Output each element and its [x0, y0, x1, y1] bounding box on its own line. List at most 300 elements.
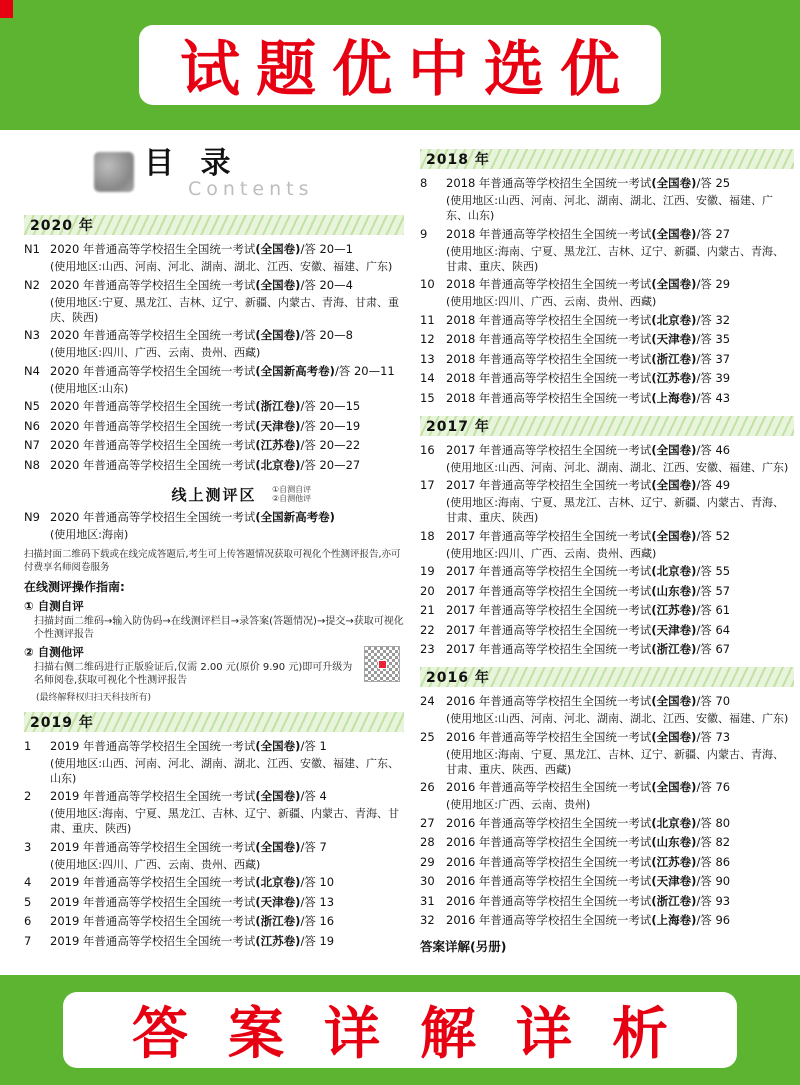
entry-paper: (全国卷)	[255, 789, 301, 803]
entry-title-line	[446, 477, 794, 494]
entry-title-line	[446, 873, 794, 890]
entry-paper: (全国卷)	[651, 176, 697, 190]
entry-title: 2018 年普通高等学校招生全国统一考试	[446, 371, 652, 385]
toc-titles	[144, 148, 313, 200]
entry-title: 2016 年普通高等学校招生全国统一考试	[446, 694, 652, 708]
entry-paper: (江苏卷)	[651, 854, 697, 869]
entry-paper: (山东卷)	[651, 583, 697, 598]
entry-paper: (北京卷)	[255, 875, 301, 889]
entry-number: 6	[24, 914, 32, 928]
entry-number: N3	[24, 328, 40, 342]
entry-regions: (使用地区:四川、广西、云南、贵州、西藏)	[50, 857, 261, 871]
entry-title-line	[446, 729, 794, 746]
entry-paper: (全国卷)	[255, 328, 301, 342]
contents-area	[0, 130, 800, 975]
entry-title: 2020 年普通高等学校招生全国统一考试	[50, 277, 256, 292]
entry-number: 24	[420, 694, 435, 708]
entry-paper: (全国卷)	[255, 242, 301, 256]
entry-title-line	[50, 788, 404, 805]
entry-paper: (全国卷)	[255, 277, 301, 292]
toc-entry	[24, 457, 404, 474]
right-column	[420, 140, 794, 975]
entry-page-ref: /答 20—11	[334, 363, 395, 378]
entry-title: 2018 年普通高等学校招生全国统一考试	[446, 312, 652, 327]
entry-title-line	[446, 815, 794, 832]
entry-page-ref: /答 27	[696, 226, 731, 241]
toc-entry	[420, 226, 794, 243]
entry-paper: (山东卷)	[651, 835, 697, 849]
entry-page-ref: /答 61	[696, 603, 731, 617]
entry-paper: (浙江卷)	[651, 642, 697, 656]
year-label: 2019 年	[30, 714, 94, 731]
entry-title: 2018 年普通高等学校招生全国统一考试	[446, 226, 652, 241]
entry-title: 2016 年普通高等学校招生全国统一考试	[446, 893, 652, 908]
entry-title: 2020 年普通高等学校招生全国统一考试	[50, 509, 256, 524]
entry-title-line	[446, 779, 794, 796]
entry-regions: (使用地区:四川、广西、云南、贵州、西藏)	[446, 295, 657, 308]
entry-number: 17	[420, 478, 435, 492]
entry-page-ref: /答 64	[696, 622, 731, 637]
entry-paper: (天津卷)	[255, 418, 301, 433]
entry-number: 32	[420, 913, 435, 927]
toc-entry	[420, 390, 794, 407]
entry-title: 2019 年普通高等学校招生全国统一考试	[50, 933, 256, 948]
entry-title: 2019 年普通高等学校招生全国统一考试	[50, 875, 256, 889]
entry-title-line	[50, 327, 404, 344]
entry-number: 21	[420, 603, 435, 617]
entry-page-ref: /答 19	[300, 933, 335, 948]
entry-title-line	[50, 363, 404, 380]
entry-number: 7	[24, 933, 32, 948]
toc-entry	[420, 641, 794, 658]
toc-entry	[420, 370, 794, 387]
entry-page-ref: /答 73	[696, 729, 731, 744]
entry-number: 15	[420, 390, 435, 405]
toc-entry	[24, 913, 404, 930]
toc-entry	[420, 331, 794, 348]
toc-entry	[24, 363, 404, 380]
entry-title-line	[446, 390, 794, 407]
entry-page-ref: /答 4	[300, 789, 327, 803]
entry-regions: (使用地区:海南、宁夏、黑龙江、吉林、辽宁、新疆、内蒙古、青海、甘肃、重庆、陕西)	[50, 807, 399, 835]
entry-title-line	[50, 839, 404, 856]
entry-title-line	[446, 602, 794, 619]
entry-title: 2017 年普通高等学校招生全国统一考试	[446, 478, 652, 492]
toc-entry	[420, 563, 794, 580]
entry-title-line	[50, 894, 404, 911]
toc-entry	[420, 834, 794, 851]
entry-paper: (全国卷)	[651, 478, 697, 492]
entry-number: 2	[24, 789, 32, 803]
entry-page-ref: /答 20—4	[300, 277, 353, 292]
entry-title: 2020 年普通高等学校招生全国统一考试	[50, 438, 256, 452]
toc-entry	[420, 351, 794, 368]
entry-regions: (使用地区:山东)	[50, 381, 129, 395]
bottom-banner-pill	[63, 992, 737, 1068]
toc-entry	[420, 815, 794, 832]
entry-title: 2020 年普通高等学校招生全国统一考试	[50, 418, 256, 433]
entry-paper: (江苏卷)	[255, 933, 301, 948]
entry-title-line	[446, 893, 794, 910]
entry-page-ref: /答 93	[696, 893, 731, 908]
toc-entry	[24, 418, 404, 435]
entry-regions: (使用地区:山西、河南、河北、湖南、湖北、江西、安徽、福建、广东)	[446, 460, 789, 474]
toc-entry	[420, 693, 794, 710]
entry-paper: (全国卷)	[651, 442, 697, 457]
entry-title-line	[446, 854, 794, 871]
year-section-2019	[24, 712, 404, 950]
entry-title-line	[446, 622, 794, 639]
entry-page-ref: /答 43	[696, 390, 731, 405]
entry-paper: (全国卷)	[255, 839, 301, 854]
entry-title: 2019 年普通高等学校招生全国统一考试	[50, 738, 256, 753]
online-zone-header	[24, 484, 404, 506]
entry-paper: (上海卷)	[651, 390, 697, 405]
entry-paper: (浙江卷)	[255, 914, 301, 928]
entry-page-ref: /答 20—27	[300, 457, 361, 472]
entry-paper: (上海卷)	[651, 913, 697, 927]
year-section-header	[420, 416, 794, 436]
year-section-header	[420, 667, 794, 687]
entry-page-ref: /答 7	[300, 839, 327, 854]
toc-entry	[420, 779, 794, 796]
entry-title: 2016 年普通高等学校招生全国统一考试	[446, 913, 652, 927]
toc-entry	[24, 327, 404, 344]
entry-number: 5	[24, 894, 32, 909]
entry-number: 11	[420, 312, 435, 327]
year-section-header	[420, 149, 794, 169]
entry-number: 3	[24, 839, 32, 854]
entry-title: 2016 年普通高等学校招生全国统一考试	[446, 835, 652, 849]
entry-paper: (全国卷)	[651, 780, 697, 794]
online-zone-title: 线上测评区	[171, 485, 257, 504]
entry-page-ref: /答 39	[696, 371, 731, 385]
answer-booklet-note: 答案详解(另册)	[420, 939, 507, 954]
entry-number: 14	[420, 371, 435, 385]
top-banner-title: 试题优中选优	[180, 35, 636, 105]
entry-title: 2019 年普通高等学校招生全国统一考试	[50, 894, 256, 909]
toc-entry	[24, 894, 404, 911]
entry-paper: (浙江卷)	[651, 893, 697, 908]
entry-page-ref: /答 29	[696, 277, 731, 291]
entry-number: N2	[24, 277, 40, 292]
toc-entry	[24, 788, 404, 805]
toc-entry	[420, 873, 794, 890]
entry-number: 26	[420, 780, 435, 794]
legal-footnote: (最终解释权归扫天科技所有)	[36, 692, 152, 703]
step-2-text: 扫描右侧二维码进行正版验证后,仅需 2.00 元(原价 9.90 元)即可升级为名师阅卷,获取可视化个性测评报告	[34, 661, 353, 686]
entry-title: 2017 年普通高等学校招生全国统一考试	[446, 442, 652, 457]
entry-title: 2018 年普通高等学校招生全国统一考试	[446, 176, 652, 190]
entry-title-line	[50, 933, 404, 950]
entry-page-ref: /答 67	[696, 642, 731, 656]
corner-decoration	[0, 0, 13, 18]
entry-number: 16	[420, 442, 435, 457]
entry-page-ref: /答 96	[696, 913, 731, 927]
side-note-self: ①自测自评	[272, 484, 312, 494]
entry-regions: (使用地区:四川、广西、云南、贵州、西藏)	[50, 346, 261, 359]
entry-regions: (使用地区:四川、广西、云南、贵州、西藏)	[446, 546, 657, 560]
entry-title-line	[446, 370, 794, 387]
entry-title-line	[446, 528, 794, 545]
entry-number: 23	[420, 642, 435, 656]
entry-number: N7	[24, 438, 40, 452]
entry-number: 29	[420, 854, 435, 869]
step-2-label: ② 自测他评	[24, 644, 84, 659]
entry-regions: (使用地区:山西、河南、河北、湖南、湖北、江西、安徽、福建、广东、山东)	[446, 194, 773, 222]
entry-paper: (全国卷)	[651, 694, 697, 708]
entry-number: N6	[24, 418, 40, 433]
year-section-2020	[24, 215, 404, 474]
toc-entry	[24, 398, 404, 415]
top-banner	[0, 0, 800, 130]
entry-title-line	[50, 277, 404, 294]
entry-title-line	[50, 437, 404, 454]
entry-page-ref: /答 20—1	[300, 242, 353, 256]
entry-title-line	[446, 442, 794, 459]
entry-title-line	[446, 693, 794, 710]
year-label: 2018 年	[426, 152, 490, 168]
entry-paper: (全国卷)	[651, 226, 697, 241]
entry-title-line	[446, 175, 794, 192]
step-1-text: 扫描封面二维码→输入防伪码→在线测评栏目→录答案(答题情况)→提交→获取可视化个性测评报告	[34, 615, 404, 640]
qr-code	[364, 646, 400, 682]
entry-title-line	[50, 398, 404, 415]
entry-title: 2018 年普通高等学校招生全国统一考试	[446, 390, 652, 405]
top-banner-pill	[139, 25, 661, 105]
toc-entry	[420, 893, 794, 910]
entry-number: 4	[24, 875, 32, 889]
entry-title: 2017 年普通高等学校招生全国统一考试	[446, 583, 652, 598]
entry-paper: (江苏卷)	[255, 438, 301, 452]
entry-title: 2019 年普通高等学校招生全国统一考试	[50, 914, 256, 928]
entry-page-ref: /答 37	[696, 351, 731, 366]
entry-number: 10	[420, 277, 435, 291]
entry-title: 2016 年普通高等学校招生全国统一考试	[446, 854, 652, 869]
step-1-label: ① 自测自评	[24, 598, 84, 613]
page-title: 目 录	[144, 146, 239, 181]
entry-title-line	[50, 241, 404, 258]
bottom-banner-title: 答案详解详析	[132, 1002, 708, 1067]
toc-entry	[24, 839, 404, 856]
entry-title: 2020 年普通高等学校招生全国统一考试	[50, 363, 256, 378]
entry-page-ref: /答 35	[696, 332, 731, 346]
entry-paper: (江苏卷)	[651, 603, 697, 617]
guide-title: 在线测评操作指南:	[24, 579, 125, 594]
entry-number: 27	[420, 815, 435, 830]
entry-title-line	[50, 418, 404, 435]
entry-paper: (全国卷)	[651, 729, 697, 744]
entry-title: 2016 年普通高等学校招生全国统一考试	[446, 729, 652, 744]
entry-page-ref: /答 76	[696, 780, 731, 794]
entry-title: 2018 年普通高等学校招生全国统一考试	[446, 332, 652, 346]
entry-title: 2016 年普通高等学校招生全国统一考试	[446, 874, 652, 888]
entry-page-ref: /答 20—15	[300, 399, 361, 413]
online-zone-side-notes	[272, 485, 311, 504]
entry-number: 8	[420, 176, 428, 190]
entry-page-ref: /答 25	[696, 176, 731, 190]
year-section-2016	[420, 667, 794, 929]
entry-page-ref: /答 46	[696, 442, 731, 457]
entry-number: N1	[24, 242, 40, 256]
entry-regions: (使用地区:海南、宁夏、黑龙江、吉林、辽宁、新疆、内蒙古、青海、甘肃、重庆、陕西、西藏)	[446, 747, 784, 776]
entry-title-line	[50, 457, 404, 474]
entry-title-line	[50, 874, 404, 891]
entry-number: 12	[420, 332, 435, 346]
entry-regions: (使用地区:山西、河南、河北、湖南、湖北、江西、安徽、福建、广东)	[50, 260, 393, 273]
entry-paper: (北京卷)	[255, 457, 301, 472]
page-subtitle: Contents	[188, 178, 314, 200]
entry-page-ref: /答 55	[696, 564, 731, 578]
entry-number: 19	[420, 564, 435, 578]
entry-number: 20	[420, 583, 435, 598]
entry-title-line	[446, 312, 794, 329]
toc-entry	[420, 175, 794, 192]
entry-title-line	[446, 912, 794, 929]
entry-title: 2017 年普通高等学校招生全国统一考试	[446, 603, 652, 617]
entry-title-line	[50, 509, 404, 526]
toc-entry	[420, 276, 794, 293]
entry-title: 2017 年普通高等学校招生全国统一考试	[446, 622, 652, 637]
entry-number: 22	[420, 622, 435, 637]
entry-number: N4	[24, 363, 40, 378]
entry-title: 2019 年普通高等学校招生全国统一考试	[50, 839, 256, 854]
entry-title: 2018 年普通高等学校招生全国统一考试	[446, 277, 652, 291]
toc-entry	[24, 933, 404, 950]
entry-page-ref: /答 13	[300, 894, 335, 909]
entry-title-line	[50, 913, 404, 930]
entry-title-line	[446, 351, 794, 368]
toc-entry	[24, 738, 404, 755]
entry-page-ref: /答 80	[696, 815, 731, 830]
entry-paper: (浙江卷)	[651, 351, 697, 366]
entry-paper: (全国卷)	[255, 738, 301, 753]
entry-title-line	[446, 563, 794, 580]
entry-paper: (天津卷)	[651, 874, 697, 888]
toc-entry	[24, 241, 404, 258]
side-note-other: ②自测他评	[272, 494, 312, 503]
entry-number: N9	[24, 509, 40, 524]
entry-page-ref: /答 49	[696, 478, 731, 492]
year-label: 2016 年	[426, 670, 490, 686]
toc-header	[94, 148, 404, 206]
entry-number: 28	[420, 835, 435, 849]
entry-number: N5	[24, 399, 40, 413]
toc-entry	[420, 312, 794, 329]
toc-entry	[24, 874, 404, 891]
entry-title-line	[446, 226, 794, 243]
entry-regions: (使用地区:广西、云南、贵州)	[446, 798, 591, 811]
year-section-header	[24, 712, 404, 732]
year-section-header	[24, 215, 404, 235]
year-label: 2020 年	[30, 218, 94, 234]
entry-paper: (全国卷)	[651, 528, 697, 543]
toc-entry	[420, 729, 794, 746]
entry-title-line	[446, 641, 794, 658]
publisher-logo	[94, 152, 134, 192]
entry-paper: (天津卷)	[651, 332, 697, 346]
entry-title: 2020 年普通高等学校招生全国统一考试	[50, 242, 256, 256]
entry-regions: (使用地区:海南、宁夏、黑龙江、吉林、辽宁、新疆、内蒙古、青海、甘肃、重庆、陕西)	[446, 496, 784, 524]
entry-title: 2017 年普通高等学校招生全国统一考试	[446, 642, 652, 656]
entry-title: 2016 年普通高等学校招生全国统一考试	[446, 780, 652, 794]
entry-page-ref: /答 32	[696, 312, 731, 327]
entry-regions: (使用地区:海南)	[50, 527, 129, 541]
entry-page-ref: /答 70	[696, 694, 731, 708]
entry-paper: (浙江卷)	[255, 399, 301, 413]
toc-entry	[420, 622, 794, 639]
entry-number: 25	[420, 729, 435, 744]
entry-title: 2016 年普通高等学校招生全国统一考试	[446, 815, 652, 830]
entry-number: 13	[420, 351, 435, 366]
entry-number: 30	[420, 874, 435, 888]
entry-paper: (北京卷)	[651, 815, 697, 830]
qr-center-logo	[378, 660, 387, 669]
guide-step-2	[24, 644, 404, 687]
toc-entry	[420, 528, 794, 545]
entry-title-line	[446, 331, 794, 348]
toc-entry	[420, 477, 794, 494]
entry-number: 9	[420, 226, 428, 241]
entry-page-ref: /答 20—19	[300, 418, 361, 433]
entry-paper: (全国卷)	[651, 277, 697, 291]
year-label: 2017 年	[426, 418, 490, 435]
toc-entry	[24, 277, 404, 294]
entry-title: 2020 年普通高等学校招生全国统一考试	[50, 457, 256, 472]
entry-regions: (使用地区:宁夏、黑龙江、吉林、辽宁、新疆、内蒙古、青海、甘肃、重庆、陕西)	[50, 295, 399, 324]
year-section-2018	[420, 149, 794, 407]
year-section-2017	[420, 416, 794, 659]
toc-entry	[420, 854, 794, 871]
bottom-banner	[0, 975, 800, 1085]
guide-step-1	[24, 598, 404, 641]
toc-entry	[420, 912, 794, 929]
entry-title-line	[446, 834, 794, 851]
entry-page-ref: /答 86	[696, 854, 731, 869]
entry-title: 2017 年普通高等学校招生全国统一考试	[446, 528, 652, 543]
toc-entry	[24, 509, 404, 526]
toc-entry	[420, 583, 794, 600]
toc-entry	[24, 437, 404, 454]
entry-title-line	[446, 276, 794, 293]
entry-title: 2020 年普通高等学校招生全国统一考试	[50, 328, 256, 342]
entry-page-ref: /答 82	[696, 835, 731, 849]
entry-paper: (北京卷)	[651, 564, 697, 578]
entry-regions: (使用地区:山西、河南、河北、湖南、湖北、江西、安徽、福建、广东、山东)	[50, 756, 399, 785]
entry-number: 18	[420, 528, 435, 543]
left-column	[24, 140, 404, 975]
entry-page-ref: /答 90	[696, 874, 731, 888]
entry-title: 2017 年普通高等学校招生全国统一考试	[446, 564, 652, 578]
entry-paper: (全国新高考卷)	[255, 509, 335, 524]
entry-page-ref: /答 52	[696, 528, 731, 543]
entry-title-line	[446, 583, 794, 600]
entry-regions: (使用地区:海南、宁夏、黑龙江、吉林、辽宁、新疆、内蒙古、青海、甘肃、重庆、陕西)	[446, 244, 784, 273]
entry-page-ref: /答 20—22	[300, 438, 361, 452]
entry-page-ref: /答 1	[300, 738, 327, 753]
entry-regions: (使用地区:山西、河南、河北、湖南、湖北、江西、安徽、福建、广东)	[446, 712, 789, 725]
entry-paper: (全国新高考卷)	[255, 363, 335, 378]
toc-entry	[420, 442, 794, 459]
online-assessment-box	[24, 484, 404, 703]
entry-title: 2019 年普通高等学校招生全国统一考试	[50, 789, 256, 803]
entry-page-ref: /答 20—8	[300, 328, 353, 342]
entry-paper: (江苏卷)	[651, 371, 697, 385]
entry-page-ref: /答 10	[300, 875, 335, 889]
entry-title: 2020 年普通高等学校招生全国统一考试	[50, 399, 256, 413]
online-note: 扫描封面二维码下载或在线完成答题后,考生可上传答题情况获取可视化个性测评报告,亦可付费享名师阅卷服务	[24, 548, 401, 573]
entry-title-line	[50, 738, 404, 755]
